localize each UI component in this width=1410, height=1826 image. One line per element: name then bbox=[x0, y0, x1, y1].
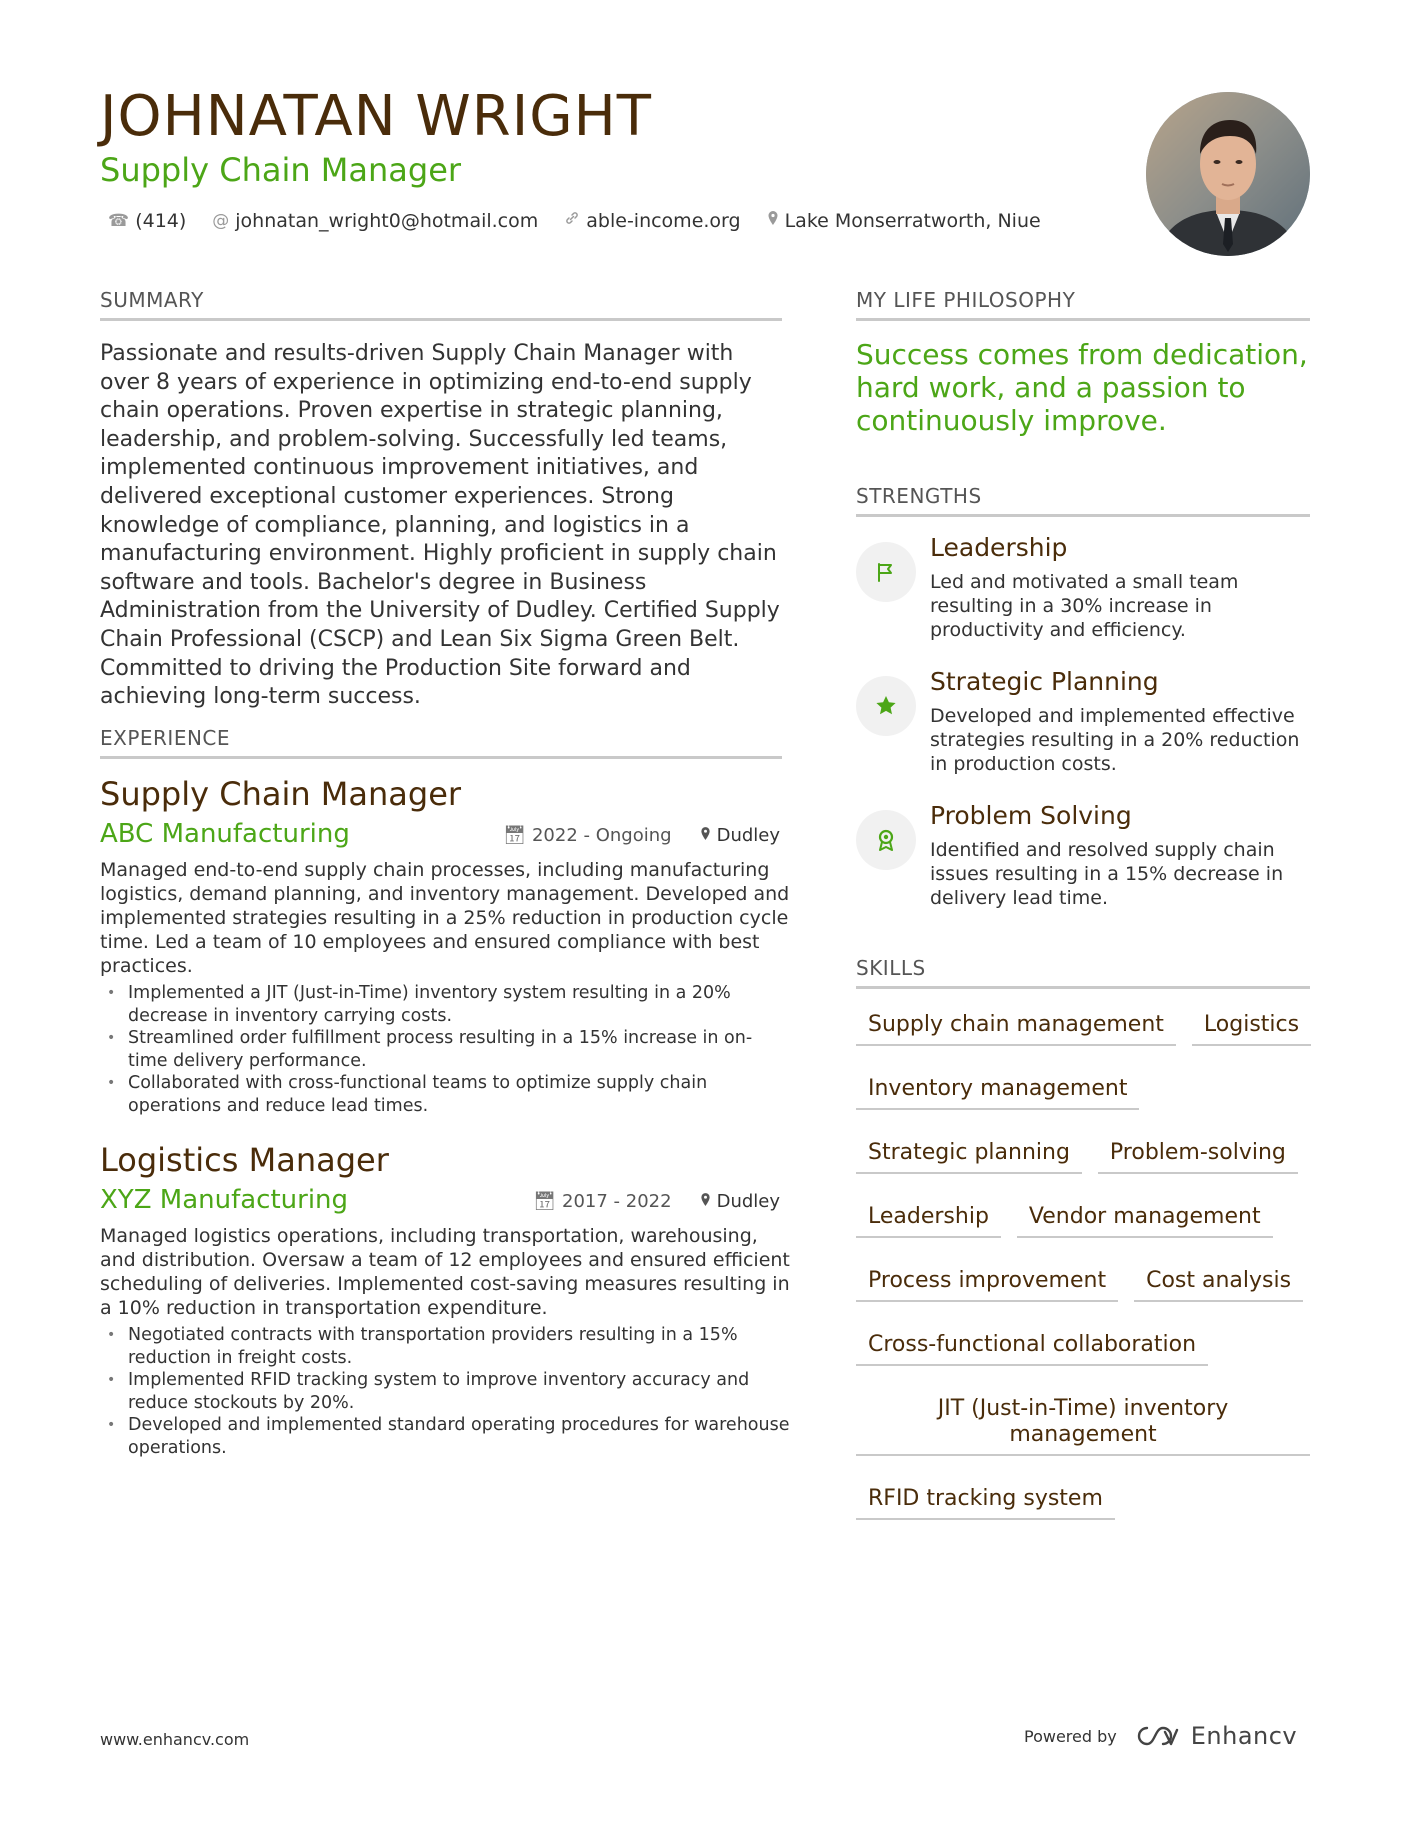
job-description: Managed logistics operations, including transportation, warehousing, and distribution. Oversaw a team of 12 employees and ensured efficient scheduling of deliveries. Implemented cost-saving measures resulting in a 10% reduction in transportation expenditure. bbox=[100, 1225, 790, 1319]
skill-tag: Cross-functional collaboration bbox=[856, 1328, 1208, 1366]
job-dates-text: 2017 - 2022 bbox=[562, 1191, 672, 1212]
skill-row bbox=[856, 1264, 1316, 1302]
calendar-icon: 📅︎ bbox=[503, 825, 526, 846]
strength-title: Leadership bbox=[930, 533, 1068, 562]
contact-website[interactable] bbox=[564, 208, 740, 234]
job-location-text: Dudley bbox=[716, 1191, 780, 1212]
skill-tag: RFID tracking system bbox=[856, 1482, 1115, 1520]
skill-tag: Problem-solving bbox=[1098, 1136, 1298, 1174]
skill-row bbox=[856, 1392, 1316, 1456]
skill-row bbox=[856, 1008, 1316, 1046]
strength-title: Strategic Planning bbox=[930, 667, 1159, 696]
contact-phone[interactable] bbox=[108, 208, 186, 234]
powered-by-label: Powered by bbox=[1024, 1726, 1117, 1746]
summary-text: Passionate and results-driven Supply Chain Manager with over 8 years of experience in optimizing end-to-end supply chain operations. Proven expertise in strategic planning, leadership, and problem-solving. Successfully led teams, implemented continuous improvement initiatives, and delivered exceptional customer experiences. Strong knowledge of compliance, planning, and logistics in a manufacturing environment. Highly proficient in supply chain software and tools. Bachelor's degree in Business Administration from the University of Dudley. Certified Supply Chain Professional (CSCP) and Lean Six Sigma Green Belt. Committed to driving the Production Site forward and achieving long-term success. bbox=[100, 341, 780, 710]
strengths-heading: STRENGTHS bbox=[856, 484, 1310, 517]
job-bullet: • Developed and implemented standard operating procedures for warehouse operations. bbox=[100, 1414, 790, 1459]
job-bullet: • Streamlined order fulfillment process resulting in a 15% increase in on-time delivery performance. bbox=[100, 1027, 790, 1072]
skill-tag: Leadership bbox=[856, 1200, 1001, 1238]
calendar-icon: 📅︎ bbox=[533, 1191, 557, 1212]
flag-icon bbox=[856, 542, 916, 602]
skills-list bbox=[856, 1008, 1316, 1546]
phone-icon: ☎ bbox=[108, 211, 130, 231]
job-title: Logistics Manager bbox=[100, 1141, 389, 1179]
job-bullets bbox=[100, 1324, 790, 1459]
job-location bbox=[700, 824, 780, 848]
strength-description: Identified and resolved supply chain issues resulting in a 15% decrease in delivery lead time. bbox=[930, 839, 1284, 909]
strength-description: Developed and implemented effective strategies resulting in a 20% reduction in production costs. bbox=[930, 705, 1300, 775]
website-text: able-income.org bbox=[586, 210, 741, 232]
job-bullet: • Negotiated contracts with transportation providers resulting in a 15% reduction in freight costs. bbox=[100, 1324, 790, 1369]
footer-website[interactable]: www.enhancv.com bbox=[100, 1730, 250, 1749]
candidate-title: Supply Chain Manager bbox=[100, 151, 462, 189]
phone-text: (414) bbox=[135, 210, 187, 232]
enhancv-logo[interactable] bbox=[1135, 1722, 1297, 1750]
infinity-logo-icon bbox=[1135, 1724, 1183, 1748]
skill-row bbox=[856, 1200, 1316, 1238]
job-location-text: Dudley bbox=[716, 825, 780, 846]
job-company: XYZ Manufacturing bbox=[100, 1185, 349, 1215]
skills-heading: SKILLS bbox=[856, 956, 1310, 989]
contact-email[interactable] bbox=[212, 208, 538, 234]
skill-row bbox=[856, 1072, 1316, 1110]
candidate-name: JOHNATAN WRIGHT bbox=[100, 84, 652, 149]
job-location bbox=[700, 1190, 780, 1214]
link-icon bbox=[564, 208, 580, 234]
summary-heading: SUMMARY bbox=[100, 288, 782, 321]
skill-row bbox=[856, 1482, 1316, 1520]
award-icon bbox=[856, 810, 916, 870]
job-dates-text: 2022 - Ongoing bbox=[531, 825, 672, 846]
brand-name: Enhancv bbox=[1190, 1722, 1298, 1750]
contact-bar bbox=[108, 208, 1041, 234]
experience-heading: EXPERIENCE bbox=[100, 726, 782, 759]
skill-tag: JIT (Just-in-Time) inventory management bbox=[856, 1392, 1310, 1456]
skill-row bbox=[856, 1136, 1316, 1174]
skill-row bbox=[856, 1328, 1316, 1366]
job-dates bbox=[533, 1190, 671, 1214]
strength-title: Problem Solving bbox=[930, 801, 1132, 830]
location-pin-icon bbox=[767, 208, 779, 234]
email-text: johnatan_wright0@hotmail.com bbox=[235, 210, 539, 232]
job-bullet: • Implemented a JIT (Just-in-Time) inventory system resulting in a 20% decrease in inventory carrying costs. bbox=[100, 982, 790, 1027]
job-bullets bbox=[100, 982, 790, 1117]
job-bullet: • Implemented RFID tracking system to improve inventory accuracy and reduce stockouts by 20%. bbox=[100, 1369, 790, 1414]
philosophy-quote: Success comes from dedication, hard work, and a passion to continuously improve. bbox=[856, 338, 1308, 437]
strength-description: Led and motivated a small team resulting in a 30% increase in productivity and efficiency. bbox=[930, 571, 1239, 641]
job-dates bbox=[503, 824, 671, 848]
location-pin-icon bbox=[700, 825, 711, 846]
skill-tag: Process improvement bbox=[856, 1264, 1118, 1302]
skill-tag: Logistics bbox=[1192, 1008, 1311, 1046]
skill-tag: Cost analysis bbox=[1134, 1264, 1303, 1302]
skill-tag: Supply chain management bbox=[856, 1008, 1176, 1046]
footer-powered bbox=[1024, 1722, 1297, 1750]
skill-tag: Vendor management bbox=[1017, 1200, 1273, 1238]
job-company: ABC Manufacturing bbox=[100, 819, 350, 849]
skill-tag: Inventory management bbox=[856, 1072, 1139, 1110]
star-icon bbox=[856, 676, 916, 736]
profile-photo bbox=[1146, 92, 1310, 256]
contact-location bbox=[767, 208, 1041, 234]
philosophy-heading: MY LIFE PHILOSOPHY bbox=[856, 288, 1310, 321]
at-icon: @ bbox=[212, 211, 230, 231]
job-title: Supply Chain Manager bbox=[100, 775, 462, 813]
job-description: Managed end-to-end supply chain processes, including manufacturing logistics, demand planning, and inventory management. Developed and implemented strategies resulting in a 25% reduction in production cycle time. Led a team of 10 employees and ensured compliance with best practices. bbox=[100, 859, 790, 977]
location-pin-icon bbox=[700, 1191, 711, 1212]
skill-tag: Strategic planning bbox=[856, 1136, 1082, 1174]
job-bullet: • Collaborated with cross-functional teams to optimize supply chain operations and reduce lead times. bbox=[100, 1072, 790, 1117]
job-meta bbox=[533, 1190, 780, 1214]
job-meta bbox=[503, 824, 780, 848]
location-text: Lake Monserratworth, Niue bbox=[784, 210, 1041, 232]
